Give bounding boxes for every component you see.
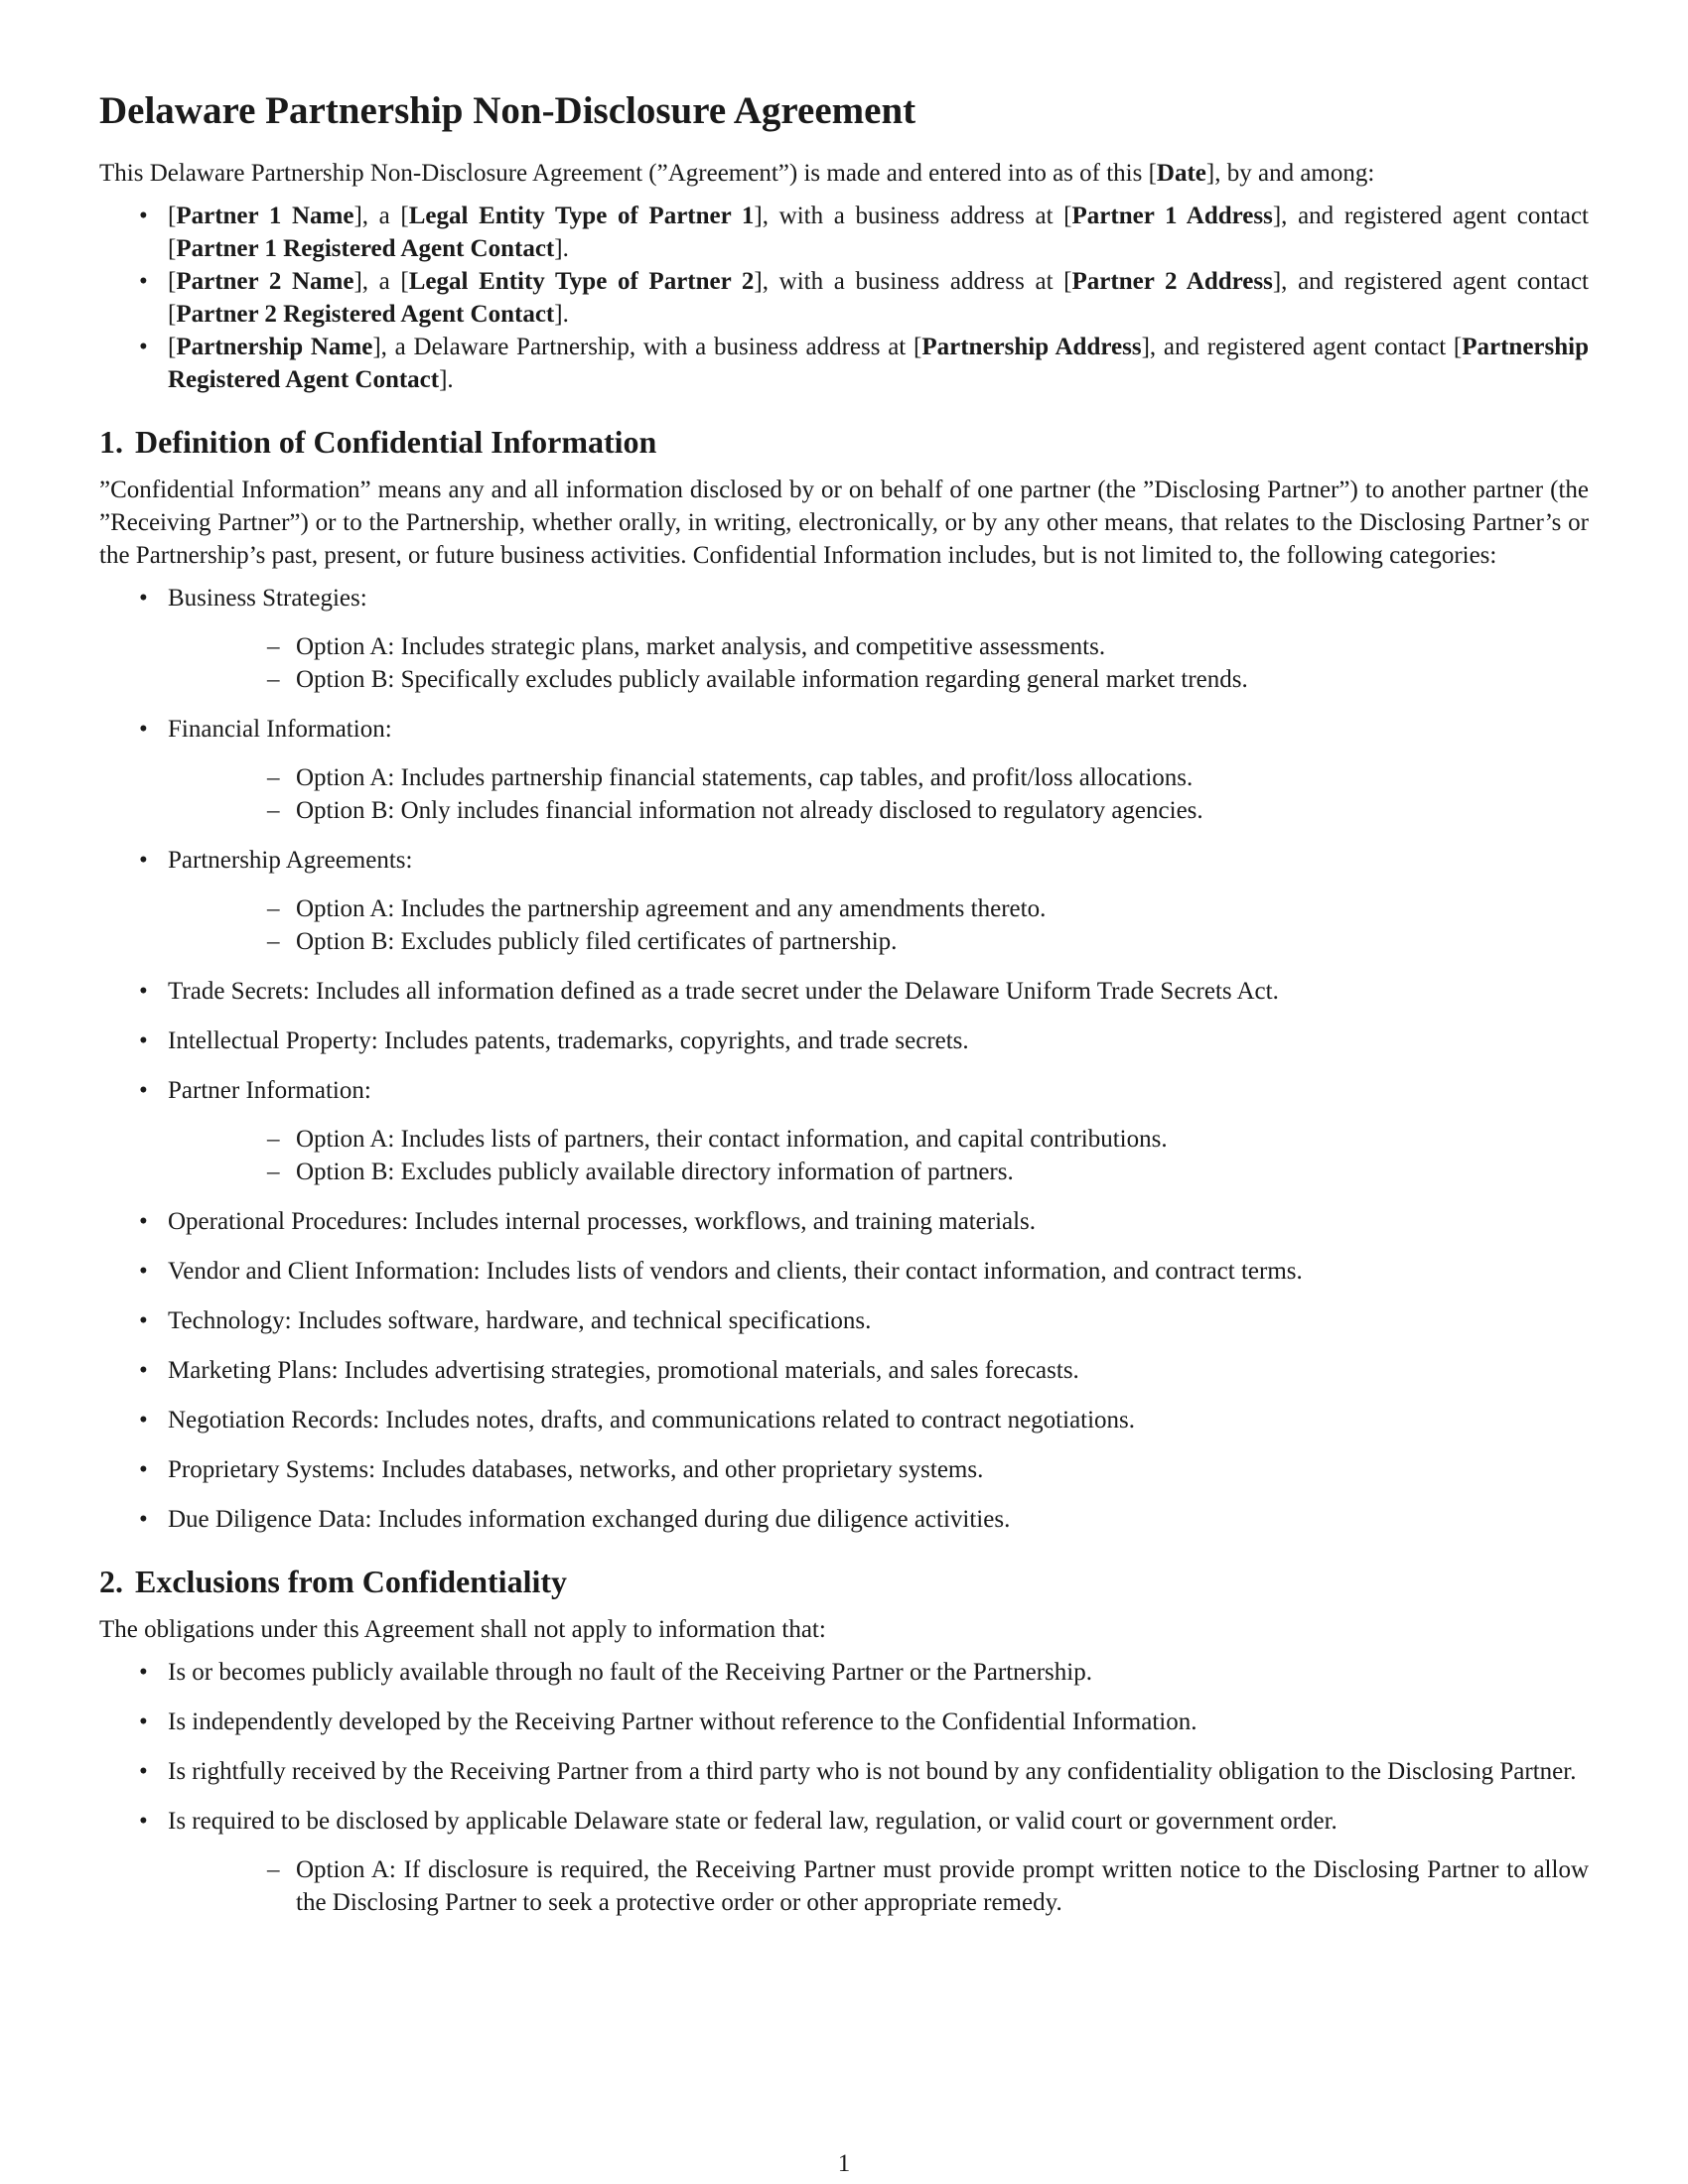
document-page bbox=[99, 87, 1589, 1936]
list-item-text: Is required to be disclosed by applicable Delaware state or federal law, regulation, or valid court or government order. bbox=[168, 1808, 1337, 1835]
party-agent: Partnership Registered Agent Contact bbox=[168, 334, 1590, 393]
list-item-text: Vendor and Client Information: Includes lists of vendors and clients, their contact information, and contract terms. bbox=[168, 1258, 1303, 1285]
option-item: – Option A: Includes partnership financial statements, cap tables, and profit/loss allocations. bbox=[168, 761, 1589, 794]
list-item bbox=[99, 1656, 1589, 1689]
party-sep: ], a [ bbox=[353, 203, 409, 229]
list-item bbox=[99, 1255, 1589, 1288]
section-body: The obligations under this Agreement shall not apply to information that: bbox=[99, 1616, 826, 1643]
option-item: – Option A: Includes lists of partners, their contact information, and capital contributions. bbox=[168, 1123, 1589, 1156]
list-item bbox=[99, 1205, 1589, 1238]
party-address: Partner 2 Address bbox=[1071, 268, 1273, 295]
party-sep: ], a Delaware Partnership, with a business address at [ bbox=[372, 334, 922, 360]
list-item-text: Negotiation Records: Includes notes, drafts, and communications related to contract negotiations. bbox=[168, 1407, 1136, 1433]
list-item bbox=[99, 713, 1589, 827]
option-list bbox=[168, 1123, 1589, 1188]
intro-paragraph bbox=[99, 157, 1589, 190]
option-item: – Option A: If disclosure is required, the Receiving Partner must provide prompt written notice to the Disclosing Partner to allow the Disclosing Partner to seek a protective order or other appropriate remedy. bbox=[168, 1853, 1589, 1919]
list-item bbox=[99, 1503, 1589, 1536]
list-item bbox=[99, 1805, 1589, 1919]
section-number: 2. bbox=[99, 1564, 123, 1599]
parties-list bbox=[99, 200, 1589, 396]
list-item-text: Is independently developed by the Receiving Partner without reference to the Confidential Information. bbox=[168, 1708, 1197, 1735]
list-item bbox=[99, 844, 1589, 958]
option-list bbox=[168, 892, 1589, 958]
list-item-text: Operational Procedures: Includes internal processes, workflows, and training materials. bbox=[168, 1208, 1037, 1235]
list-item-text: Marketing Plans: Includes advertising strategies, promotional materials, and sales forecasts. bbox=[168, 1357, 1079, 1384]
party-sep: ], with a business address at [ bbox=[754, 268, 1072, 295]
party-sep: ], with a business address at [ bbox=[754, 203, 1072, 229]
list-item-text: Partnership Agreements: bbox=[168, 847, 413, 874]
section1-list bbox=[99, 582, 1589, 1536]
list-item bbox=[99, 1404, 1589, 1436]
party-name: Partner 1 Name bbox=[176, 203, 354, 229]
option-item: – Option B: Only includes financial information not already disclosed to regulatory agencies. bbox=[168, 794, 1589, 827]
date-placeholder: Date bbox=[1156, 160, 1206, 187]
document-title: Delaware Partnership Non-Disclosure Agreement bbox=[99, 89, 916, 132]
party-agent: Partner 2 Registered Agent Contact bbox=[176, 301, 555, 328]
intro-text: This Delaware Partnership Non-Disclosure Agreement (”Agreement”) is made and entered into as of this [ bbox=[99, 160, 1157, 187]
option-item: – Option B: Excludes publicly available directory information of partners. bbox=[168, 1156, 1589, 1188]
list-item bbox=[99, 582, 1589, 696]
list-item-text: Business Strategies: bbox=[168, 585, 367, 612]
party-item: • [Partnership Name], a Delaware Partnership, with a business address at [Partnership Address], and registered agent contact [Partnership Registered Agent Contact]. bbox=[99, 331, 1589, 396]
section-title: Exclusions from Confidentiality bbox=[135, 1564, 567, 1599]
party-end: ]. bbox=[554, 235, 569, 262]
party-end: ]. bbox=[439, 366, 454, 393]
list-item-text: Partner Information: bbox=[168, 1077, 371, 1104]
party-agent: Partner 1 Registered Agent Contact bbox=[176, 235, 555, 262]
section-number: 1. bbox=[99, 424, 123, 460]
section-title: Definition of Confidential Information bbox=[135, 424, 657, 460]
list-item-text: Is rightfully received by the Receiving Partner from a third party who is not bound by any confidentiality obligation to the Disclosing Partner. bbox=[168, 1758, 1577, 1785]
option-item: – Option A: Includes strategic plans, market analysis, and competitive assessments. bbox=[168, 630, 1589, 663]
option-list bbox=[168, 630, 1589, 696]
party-entity: Legal Entity Type of Partner 1 bbox=[408, 203, 755, 229]
list-item bbox=[99, 1706, 1589, 1738]
list-item bbox=[99, 1755, 1589, 1788]
option-list bbox=[168, 1853, 1589, 1919]
party-sep: ], and registered agent contact [ bbox=[1141, 334, 1463, 360]
option-item: – Option B: Excludes publicly filed certificates of partnership. bbox=[168, 925, 1589, 958]
list-item bbox=[99, 975, 1589, 1008]
section-heading bbox=[99, 422, 1589, 462]
party-item: • [Partner 2 Name], a [Legal Entity Type of Partner 2], with a business address at [Partner 2 Address], and registered agent contact [Partner 2 Registered Agent Contact]. bbox=[99, 265, 1589, 331]
party-address: Partner 1 Address bbox=[1071, 203, 1273, 229]
option-item: – Option B: Specifically excludes publicly available information regarding general market trends. bbox=[168, 663, 1589, 696]
party-name: Partnership Name bbox=[176, 334, 373, 360]
party-sep: ], and registered agent contact [ bbox=[168, 203, 1589, 262]
party-name: Partner 2 Name bbox=[176, 268, 354, 295]
list-item-text: Is or becomes publicly available through no fault of the Receiving Partner or the Partnership. bbox=[168, 1659, 1092, 1686]
party-entity: Legal Entity Type of Partner 2 bbox=[408, 268, 755, 295]
list-item-text: Due Diligence Data: Includes information exchanged during due diligence activities. bbox=[168, 1506, 1011, 1533]
list-item-text: Trade Secrets: Includes all information defined as a trade secret under the Delaware Uniform Trade Secrets Act. bbox=[168, 978, 1279, 1005]
option-item: – Option A: Includes the partnership agreement and any amendments thereto. bbox=[168, 892, 1589, 925]
party-sep: ], a [ bbox=[353, 268, 409, 295]
list-item bbox=[99, 1024, 1589, 1057]
party-sep: ], and registered agent contact [ bbox=[168, 268, 1589, 328]
party-end: ]. bbox=[554, 301, 569, 328]
list-item bbox=[99, 1074, 1589, 1188]
option-list bbox=[168, 761, 1589, 827]
page-number: 1 bbox=[837, 2150, 851, 2177]
section2-list bbox=[99, 1656, 1589, 1919]
list-item bbox=[99, 1354, 1589, 1387]
list-item-text: Financial Information: bbox=[168, 716, 392, 743]
party-item: • [Partner 1 Name], a [Legal Entity Type of Partner 1], with a business address at [Partner 1 Address], and registered agent contact [Partner 1 Registered Agent Contact]. bbox=[99, 200, 1589, 265]
list-item-text: Proprietary Systems: Includes databases, networks, and other proprietary systems. bbox=[168, 1456, 984, 1483]
intro-text-end: ], by and among: bbox=[1205, 160, 1375, 187]
section-heading bbox=[99, 1562, 1589, 1601]
list-item-text: Intellectual Property: Includes patents, trademarks, copyrights, and trade secrets. bbox=[168, 1027, 969, 1054]
list-item-text: Technology: Includes software, hardware, and technical specifications. bbox=[168, 1307, 872, 1334]
list-item bbox=[99, 1453, 1589, 1486]
party-address: Partnership Address bbox=[921, 334, 1142, 360]
section-body: ”Confidential Information” means any and all information disclosed by or on behalf of one partner (the ”Disclosing Partner”) to another partner (the ”Receiving Partner”) or to the Partnership, whether orally, in writing, electronically, or by any other means, that relates to the Disclosing Partner’s or the Partnership’s past, present, or future business activities. Confidential Information includes, but is not limited to, the following categories: bbox=[99, 477, 1589, 569]
list-item bbox=[99, 1304, 1589, 1337]
